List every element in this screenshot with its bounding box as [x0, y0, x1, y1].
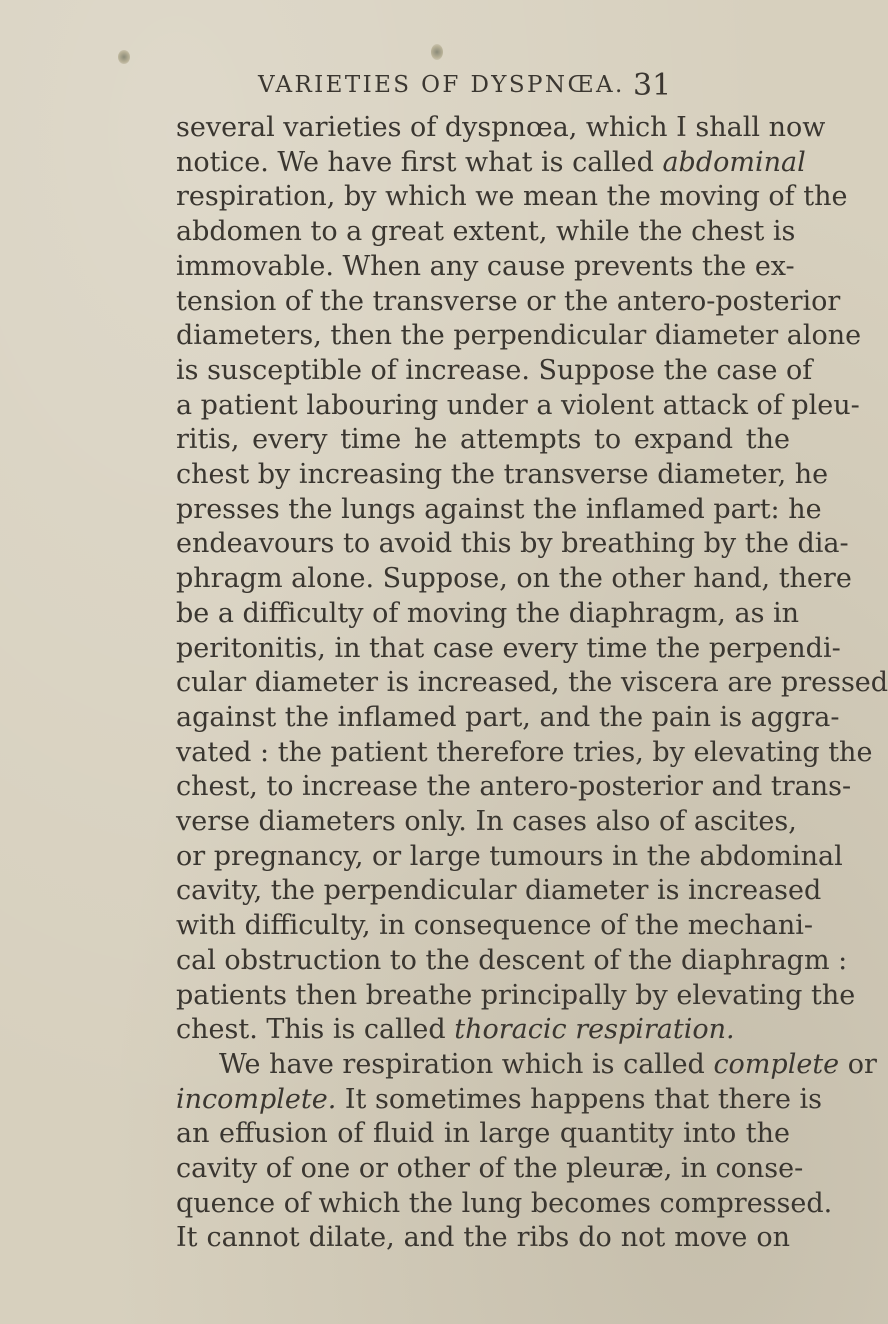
text-line: is susceptible of increase. Suppose the case of: [176, 354, 813, 386]
page-number: 31: [633, 68, 672, 103]
text-line: cavity, the perpendicular diameter is increased: [176, 875, 822, 907]
running-title: VARIETIES OF DYSPNŒA.: [258, 72, 625, 98]
text-line: be a difficulty of moving the diaphragm, as in: [176, 597, 800, 629]
text-line: [176, 146, 806, 180]
text-line-segment: chest. This is called: [176, 1014, 455, 1046]
text-line-segment: or: [839, 1048, 877, 1080]
italic-term: complete: [713, 1048, 840, 1080]
text-line: with difficulty, in consequence of the mechani-: [176, 910, 814, 942]
italic-term: incomplete.: [176, 1083, 337, 1115]
text-line: diameters, then the perpendicular diameter alone: [176, 320, 862, 352]
page-header: [0, 68, 800, 108]
text-line: tension of the transverse or the antero-posterior: [176, 285, 841, 317]
text-line: against the inflamed part, and the pain is aggra-: [176, 701, 840, 733]
italic-term: abdominal: [662, 146, 806, 178]
text-line: abdomen to a great extent, while the chest is: [176, 216, 796, 248]
ink-blot-mark: [431, 44, 443, 60]
text-line: endeavours to avoid this by breathing by the dia-: [176, 528, 849, 560]
text-line: immovable. When any cause prevents the ex-: [176, 250, 795, 282]
text-line: [176, 1083, 822, 1117]
text-line: cavity of one or other of the pleuræ, in conse-: [176, 1153, 804, 1184]
text-line: quence of which the lung becomes compressed.: [176, 1187, 833, 1219]
text-line: phragm alone. Suppose, on the other hand, there: [176, 563, 852, 595]
text-line: several varieties of dyspnœa, which I shall now: [176, 112, 826, 143]
italic-term: thoracic respiration.: [454, 1014, 735, 1046]
text-line: cal obstruction to the descent of the diaphragm :: [176, 944, 848, 976]
text-line: cular diameter is increased, the viscera are pressed: [176, 667, 888, 699]
text-line-segment: We have respiration which is called: [219, 1048, 714, 1080]
text-line: chest by increasing the transverse diameter, he: [176, 459, 829, 490]
text-line-segment: It sometimes happens that there is: [336, 1083, 822, 1115]
text-line: [219, 1048, 877, 1082]
text-line: presses the lungs against the inflamed part: he: [176, 493, 822, 525]
text-line: respiration, by which we mean the moving of the: [176, 181, 848, 213]
text-line: verse diameters only. In cases also of ascites,: [176, 806, 797, 837]
text-line: patients then breathe principally by elevating the: [176, 979, 856, 1011]
text-line: vated : the patient therefore tries, by elevating the: [176, 736, 873, 768]
text-line: chest, to increase the antero-posterior and trans-: [176, 771, 852, 803]
text-line: peritonitis, in that case every time the perpendi-: [176, 632, 841, 664]
ink-blot-mark: [118, 50, 130, 64]
text-line: or pregnancy, or large tumours in the abdominal: [176, 840, 843, 872]
text-line: an effusion of fluid in large quantity into the: [176, 1118, 790, 1150]
text-line: It cannot dilate, and the ribs do not move on: [176, 1222, 790, 1254]
text-line: [176, 1013, 790, 1047]
text-line: a patient labouring under a violent attack of pleu-: [176, 389, 860, 421]
text-line-segment: notice. We have first what is called: [176, 146, 663, 178]
text-line: ritis, every time he attempts to expand the: [176, 424, 790, 456]
